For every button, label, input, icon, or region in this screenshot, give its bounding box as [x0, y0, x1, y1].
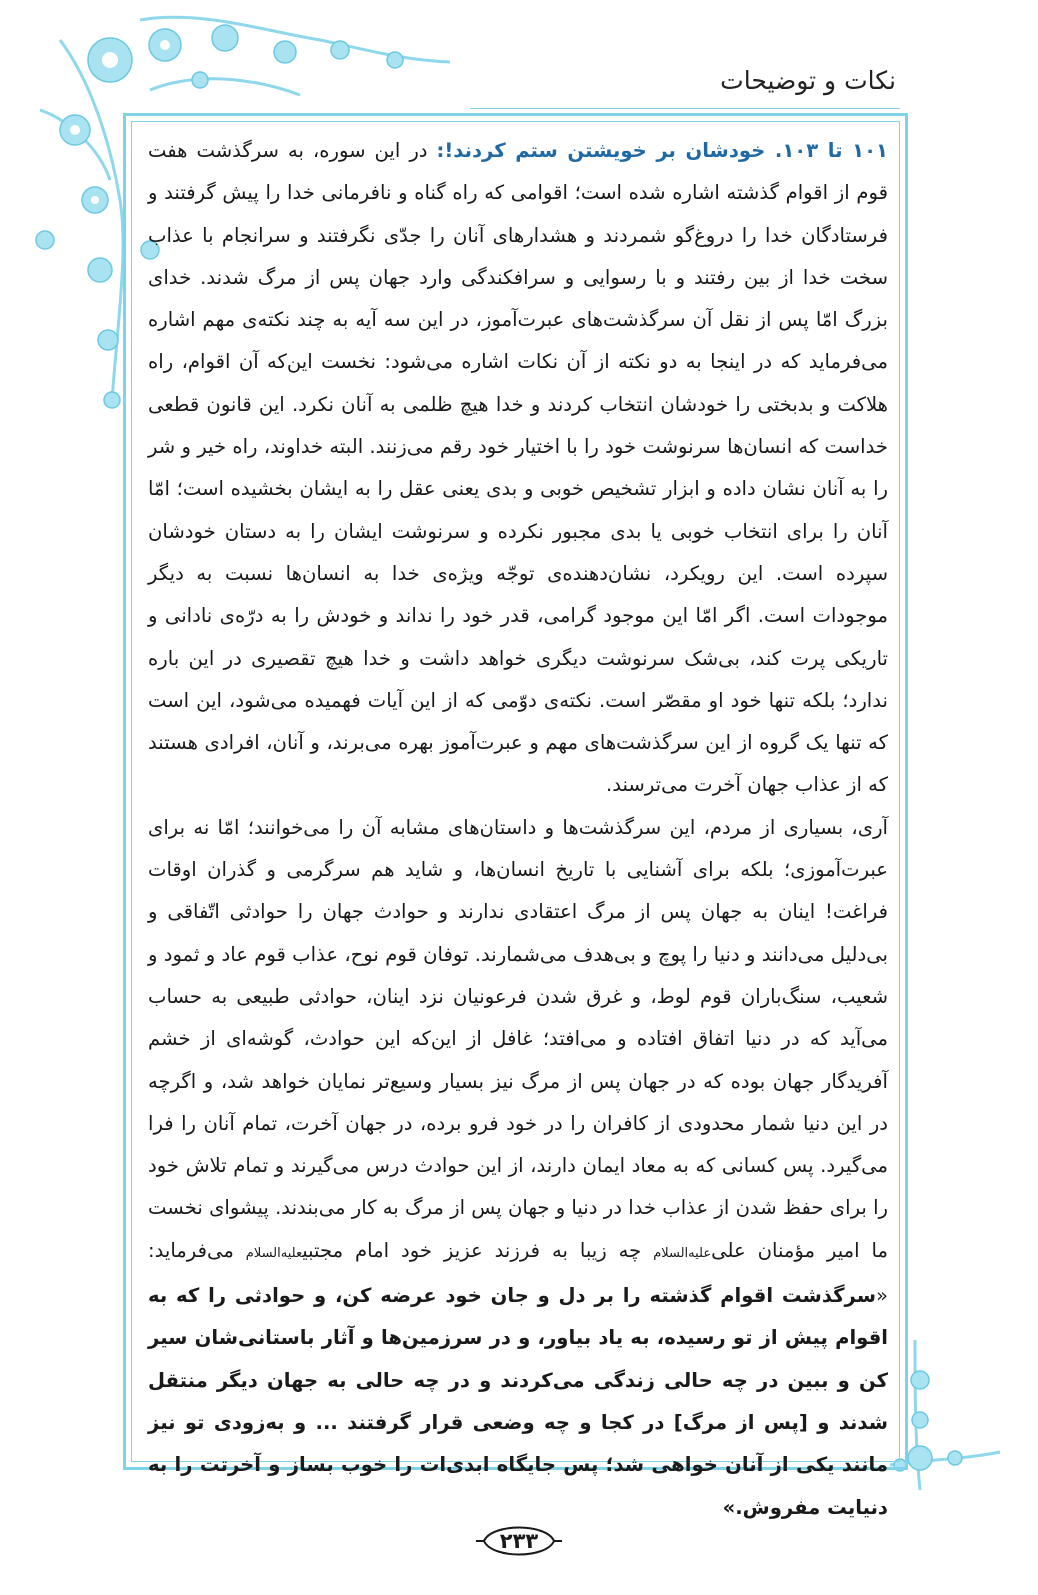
- page-number: ۲۳۳: [499, 1529, 539, 1553]
- paragraph-1: [148, 130, 888, 807]
- page-number-badge: [474, 1519, 564, 1563]
- honorific-1: علیه‌السلام: [653, 1245, 712, 1261]
- paragraph-2-mid: چه زیبا به فرزند عزیز خود امام مجتبی: [302, 1238, 654, 1262]
- verse-heading: ۱۰۱ تا ۱۰۳. خودشان بر خویشتن ستم کردند!:: [436, 139, 888, 162]
- paragraph-2-end: می‌فرماید: «: [148, 1238, 888, 1308]
- honorific-2: علیه‌السلام: [245, 1245, 303, 1261]
- paragraph-2: [148, 807, 888, 1529]
- header-rule: [470, 108, 900, 109]
- paragraph-1-text: در این سوره، به سرگذشت هفت قوم از اقوام گذشته اشاره شده است؛ اقوامی که راه گناه و نافرمانی خدا را پیش گرفتند و فرستادگان خدا را دروغ‌گو شمردند و هشدارهای آنان را جدّی نگرفتند و سرانجام با عذاب سخت خدا از بین رفتند و با رسوایی و سرافکندگی وارد جهان پس از مرگ شدند. خدای بزرگ امّا پس از نقل آن سرگذشت‌های عبرت‌آموز، در این سه آیه به چند نکته‌ی مهم اشاره می‌فرماید که در اینجا به دو نکته از آن نکات اشاره می‌شود: نخست این‌که آن اقوام، راه هلاکت و بدبختی را خودشان انتخاب کردند و خدا هیچ ظلمی به آنان نکرد. این قانون قطعی خداست که انسان‌ها سرنوشت خود را با اختیار خود رقم می‌زنند. البته خداوند، راه خیر و شر را به آنان نشان داده و ابزار تشخیص خوبی و بدی یعنی عقل را به ایشان بخشیده است؛ امّا آنان را برای انتخاب خوبی یا بدی مجبور نکرده و سرنوشت ایشان را به دستان خودشان سپرده است. این رویکرد، نشان‌دهنده‌ی توجّه ویژه‌ی خدا به انسان‌ها نسبت به دیگر موجودات است. اگر امّا این موجود گرامی، قدر خود را نداند و خودش را به درّه‌ی نادانی و تاریکی پرت کند، بی‌شک سرنوشت دیگری خواهد داشت و خدا هیچ تقصیری در این باره ندارد؛ بلکه تنها خود او مقصّر است. نکته‌ی دوّمی که از این آیات فهمیده می‌شود، این است که تنها یک گروه از این سرگذشت‌های مهم و عبرت‌آموز بهره می‌برند، و آنان، افرادی هستند که از عذاب جهان آخرت می‌ترسند.: [148, 139, 888, 797]
- paragraph-2-text: آری، بسیاری از مردم، این سرگذشت‌ها و داستان‌های مشابه آن را می‌خوانند؛ امّا نه برای عبرت‌آموزی؛ بلکه برای آشنایی با تاریخ انسان‌ها، و شاید هم سرگرمی و گذران اوقات فراغت! اینان به جهان پس از مرگ اعتقادی ندارند و حوادث جهان را حوادثی اتّفاقی و بی‌دلیل می‌دانند و دنیا را پوچ و بی‌هدف می‌شمارند. توفان قوم نوح، عذاب قوم عاد و ثمود و شعیب، سنگ‌باران قوم لوط، و غرق شدن فرعونیان نزد اینان، حوادثی طبیعی به حساب می‌آید که در دنیا اتفاق افتاده و می‌افتد؛ غافل از این‌که این حوادث، گوشه‌ای از خشم آفریدگار جهان بوده که در جهان پس از مرگ نیز بسیار وسیع‌تر نمایان خواهد شد، و اگرچه در این دنیا شمار محدودی از کافران را در خود فرو برده، در جهان آخرت، تمام آنان را فرا می‌گیرد. پس کسانی که به معاد ایمان دارند، از این حوادث درس می‌گیرند و تمام تلاش خود را برای حفظ شدن از عذاب خدا در دنیا و جهان پس از مرگ به کار می‌بندند. پیشوای نخست ما امیر مؤمنان علی‌: [148, 815, 888, 1262]
- main-text-body: [148, 130, 888, 1519]
- hadith-quote: سرگذشت اقوام گذشته را بر دل و جان خود عرضه کن، و حوادثی را که به اقوام پیش از تو رسیده، به یاد بیاور، و در سرزمین‌ها و آثار باستانی‌شان سیر کن و ببین در چه حالی زندگی می‌کردند و در چه حالی به جهان دیگر منتقل شدند و [پس از مرگ] در کجا و چه وضعی قرار گرفتند ... و به‌زودی تو نیز مانند یکی از آنان خواهی شد؛ پس جایگاه ابدی‌ات را خوب بساز و آخرتت را به دنیایت مفروش.»: [148, 1284, 888, 1519]
- running-header-title: نکات و توضیحات: [720, 66, 896, 95]
